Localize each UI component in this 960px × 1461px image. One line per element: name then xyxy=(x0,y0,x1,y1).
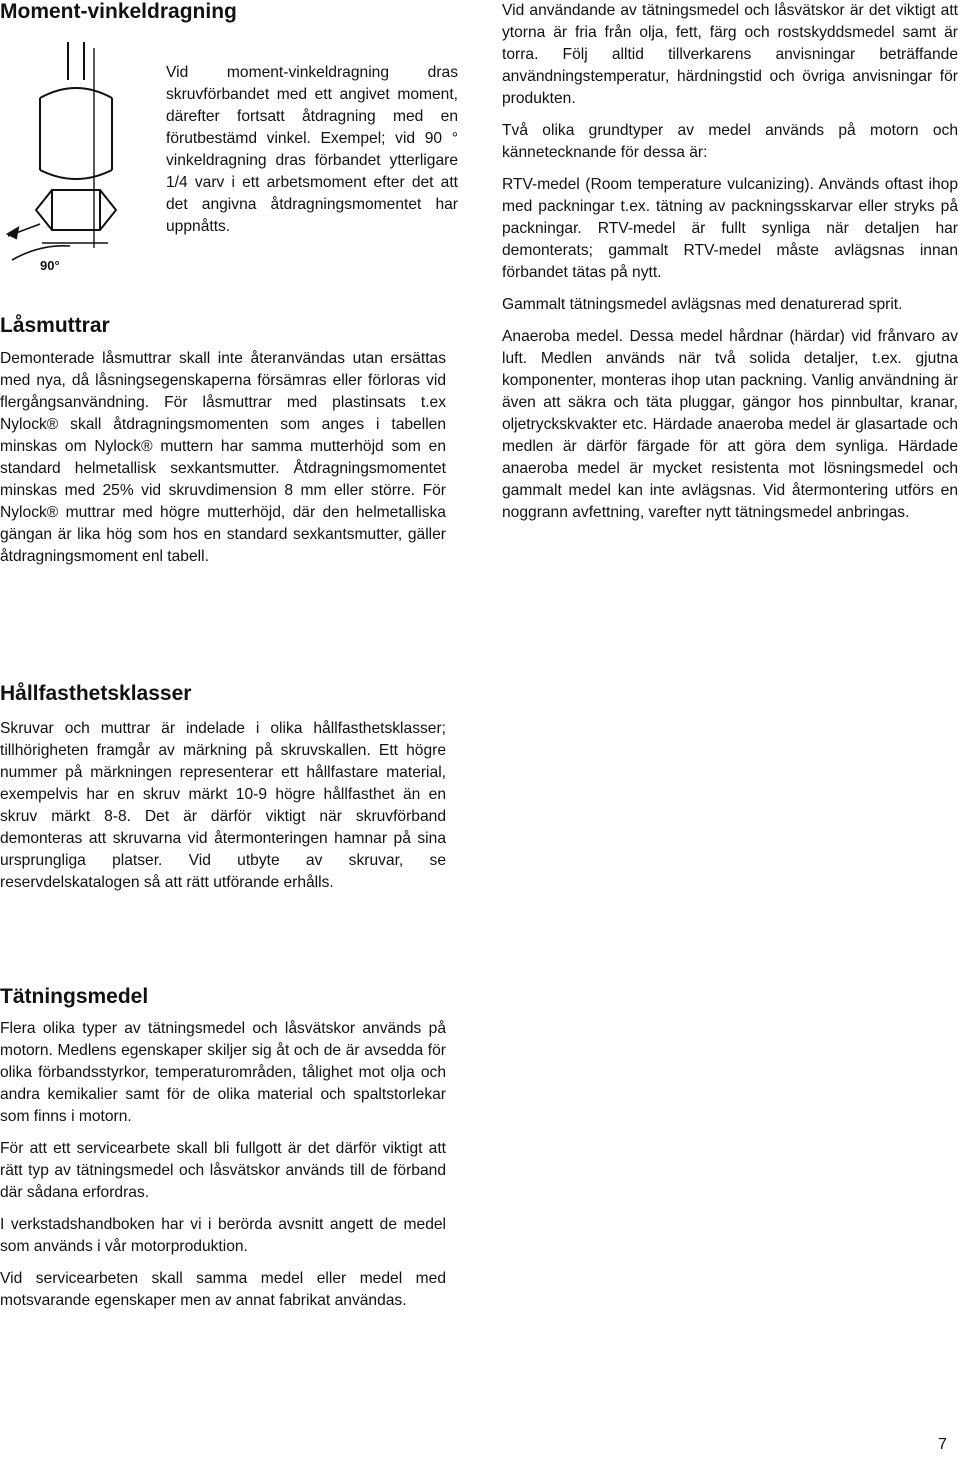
tatningsmedel-paragraph: Vid servicearbeten skall samma medel eller medel med motsvarande egenskaper men av annat fabrikat användas. xyxy=(0,1270,446,1309)
tatningsmedel-paragraph: Flera olika typer av tätningsmedel och låsvätskor används på motorn. Medlens egenskaper skiljer sig åt och de är avsedda för olika förbandsstyrkor, temperaturområden, tålighet mot olja och andra kemikalier samt för de olika material och spaltstorlekar som finns i motorn. xyxy=(0,1020,446,1125)
right-paragraph: Vid användande av tätningsmedel och låsvätskor är det viktigt att ytorna är fria från olja, fett, färg och rostskyddsmedel samt är torra. Följ alltid tillverkarens anvisningar beträffande användningstemperatur, härdningstid och övriga anvisningar för produkten. xyxy=(502,2,958,107)
page-number: 7 xyxy=(938,1436,947,1453)
tatningsmedel-paragraph: För att ett servicearbete skall bli fullgott är det därför viktigt att rätt typ av tätningsmedel och låsvätskor används till de förband där sådana erfordras. xyxy=(0,1140,446,1201)
moment-vinkeldragning-text: Vid moment-vinkeldragning dras skruvförbandet med ett angivet moment, därefter fortsatt åtdragning med en förutbestämd vinkel. Exempel; vid 90 ° vinkeldragning dras förbandet ytterligare 1/4 varv i ett arbetsmoment efter det att det angivna åtdragningsmomentet har uppnåtts. xyxy=(166,64,458,235)
tatningsmedel-paragraph: I verkstadshandboken har vi i berörda avsnitt angett de medel som används i vår motorproduktion. xyxy=(0,1216,446,1255)
right-column xyxy=(502,0,958,524)
right-paragraph: Två olika grundtyper av medel används på motorn och kännetecknande för dessa är: xyxy=(502,122,958,161)
heading-hallfasthetsklasser: Hållfasthetsklasser xyxy=(0,682,192,705)
right-paragraph: RTV-medel (Room temperature vulcanizing). Används oftast ihop med packningar t.ex. tätning av packningsskarvar eller stryks på packningar. RTV-medel är fullt synliga när detaljen har demonterats; gammalt RTV-medel måste avlägsnas innan förbandet tätas på nytt. xyxy=(502,176,958,281)
heading-tatningsmedel: Tätningsmedel xyxy=(0,985,149,1008)
socket-wrench-illustration xyxy=(0,38,170,278)
hallfasthetsklasser-text: Skruvar och muttrar är indelade i olika hållfasthetsklasser; tillhörigheten framgår av märkning på skruvskallen. Ett högre nummer på märkningen representerar ett hållfastare material, exempelvis har en skruv märkt 10-9 högre hållfasthet än en skruv märkt 8-8. Det är därför viktigt när skruvförband demonteras att skruvarna vid återmonteringen hamnar på sina ursprungliga platser. Vid utbyte av skruvar, se reservdelskatalogen så att rätt utförande erhålls. xyxy=(0,720,446,891)
right-paragraph: Gammalt tätningsmedel avlägsnas med denaturerad sprit. xyxy=(502,296,903,313)
heading-moment-vinkeldragning: Moment-vinkeldragning xyxy=(0,0,237,23)
right-paragraph: Anaeroba medel. Dessa medel hårdnar (härdar) vid frånvaro av luft. Medlen används när två solida detaljer, t.ex. gjutna komponenter, monteras ihop utan packning. Vanlig användning är även att säkra och täta pluggar, gängor hos pinnbultar, kranar, oljetryckskvakter etc. Härdade anaeroba medel är glasartade och medlen är därför färgade för att göra dem synliga. Härdade anaeroba medel är mycket resistenta mot lösningsmedel och gammalt medel kan inte avlägsnas. Vid återmontering utförs en noggrann avfettning, varefter nytt tätningsmedel anbringas. xyxy=(502,328,958,521)
angle-label-90: 90° xyxy=(40,258,60,273)
tatningsmedel-body xyxy=(0,1018,446,1312)
lasmuttrar-text: Demonterade låsmuttrar skall inte återanvändas utan ersättas med nya, då låsningsegenskaperna försämras eller förloras vid flergångsanvändning. För låsmuttrar med plastinsats t.ex Nylock® skall åtdragningsmomenten som anges i tabellen minskas om Nylock® muttern har samma mutterhöjd som en standard helmetallisk sexkantsmutter. Åtdragningsmomentet minskas med 25% vid skruvdimension 8 mm eller större. För Nylock® muttrar med högre mutterhöjd, där den helmetalliska gängan är lika hög som hos en standard sexkantsmutter, gäller åtdragningsmoment enl tabell. xyxy=(0,350,446,565)
heading-lasmuttrar: Låsmuttrar xyxy=(0,314,110,337)
